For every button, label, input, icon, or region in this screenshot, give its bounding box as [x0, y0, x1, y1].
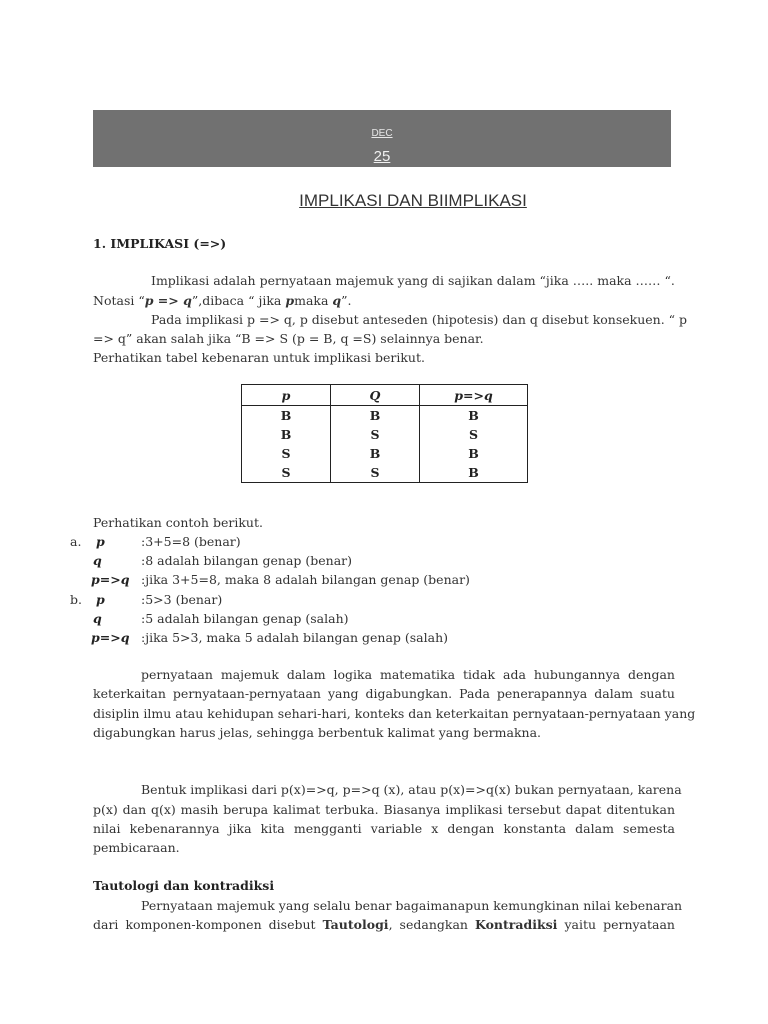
paragraph-anteseden-line1: Pada implikasi p => q, p disebut anteseden (hipotesis) dan q disebut konsekuen. “ p: [151, 312, 688, 327]
example-a-var-p: p: [96, 534, 105, 549]
table-cell: B: [242, 425, 331, 444]
date-day[interactable]: 25: [373, 148, 391, 165]
example-b-var-pq: p=>q: [91, 630, 130, 645]
truth-table-header-pq: p=>q: [420, 385, 528, 406]
example-b-var-p: p: [96, 592, 105, 607]
table-cell: B: [420, 406, 528, 426]
table-row: [242, 444, 528, 463]
notation-text-2: ”,dibaca “ jika: [191, 293, 286, 308]
example-a-def-p: :3+5=8 (benar): [141, 534, 241, 549]
paragraph-bentuk-line2: p(x) dan q(x) masih berupa kalimat terbuka. Biasanya implikasi tersebut dapat ditentukan: [93, 802, 675, 817]
page-title[interactable]: IMPLIKASI DAN BIIMPLIKASI: [299, 191, 527, 210]
paragraph-tautologi-line1: Pernyataan majemuk yang selalu benar bagaimanapun kemungkinan nilai kebenaran: [141, 898, 683, 913]
truth-table-header-q: Q: [331, 385, 420, 406]
truth-table: [241, 384, 528, 483]
table-row: [242, 406, 528, 426]
tautologi-text: dari komponen-komponen disebut: [93, 917, 316, 932]
notation-q: q: [332, 293, 342, 308]
paragraph-bentuk-line4: pembicaraan.: [93, 840, 180, 855]
tautologi-text-2: , sedangkan: [388, 917, 468, 932]
truth-table-header-p: p: [242, 385, 331, 406]
example-a-var-q: q: [93, 553, 102, 568]
paragraph-majemuk-line1: pernyataan majemuk dalam logika matematika tidak ada hubungannya dengan: [141, 667, 675, 682]
section-heading-implikasi: 1. IMPLIKASI (=>): [93, 236, 227, 251]
example-a-var-pq: p=>q: [91, 572, 130, 587]
paragraph-table-intro: Perhatikan tabel kebenaran untuk implikasi berikut.: [93, 350, 425, 365]
table-cell: B: [420, 444, 528, 463]
paragraph-definition-line1: Implikasi adalah pernyataan majemuk yang di sajikan dalam “jika ….. maka …… “.: [151, 273, 675, 288]
example-b-def-pq: :jika 5>3, maka 5 adalah bilangan genap (salah): [141, 630, 449, 645]
paragraph-majemuk-line3: disiplin ilmu atau kehidupan sehari-hari, konteks dan keterkaitan pernyataan-pernyataan yang: [93, 706, 696, 721]
paragraph-bentuk-line1: Bentuk implikasi dari p(x)=>q, p=>q (x), atau p(x)=>q(x) bukan pernyataan, karena: [141, 782, 682, 797]
tautologi-term: Tautologi: [322, 917, 389, 932]
table-row: [242, 425, 528, 444]
date-month[interactable]: DEC: [371, 128, 393, 139]
kontradiksi-term: Kontradiksi: [475, 917, 558, 932]
date-banner: [93, 110, 671, 167]
section-heading-tautologi: Tautologi dan kontradiksi: [93, 878, 275, 893]
table-cell: B: [420, 463, 528, 483]
notation-text: Notasi “: [93, 293, 145, 308]
table-cell: B: [331, 406, 420, 426]
tautologi-text-3: yaitu pernyataan: [564, 917, 675, 932]
notation-text-3: maka: [294, 293, 333, 308]
paragraph-notation-line: [93, 293, 352, 308]
table-cell: S: [331, 463, 420, 483]
notation-formula: p => q: [144, 293, 192, 308]
table-cell: S: [331, 425, 420, 444]
truth-table-header-row: [242, 385, 528, 406]
table-cell: S: [242, 463, 331, 483]
table-cell: B: [331, 444, 420, 463]
notation-text-4: ”.: [341, 293, 352, 308]
notation-p: p: [285, 293, 295, 308]
paragraph-majemuk-line4: digabungkan harus jelas, sehingga berbentuk kalimat yang bermakna.: [93, 725, 541, 740]
table-cell: S: [420, 425, 528, 444]
table-row: [242, 463, 528, 483]
paragraph-tautologi-line2: [93, 917, 675, 932]
example-b-def-p: :5>3 (benar): [141, 592, 223, 607]
table-cell: B: [242, 406, 331, 426]
example-b-label: b.: [70, 592, 82, 607]
paragraph-bentuk-line3: nilai kebenarannya jika kita mengganti variable x dengan konstanta dalam semesta: [93, 821, 675, 836]
example-a-def-q: :8 adalah bilangan genap (benar): [141, 553, 353, 568]
example-a-def-pq: :jika 3+5=8, maka 8 adalah bilangan genap (benar): [141, 572, 470, 587]
example-b-def-q: :5 adalah bilangan genap (salah): [141, 611, 349, 626]
examples-intro: Perhatikan contoh berikut.: [93, 515, 263, 530]
example-b-var-q: q: [93, 611, 102, 626]
paragraph-majemuk-line2: keterkaitan pernyataan-pernyataan yang digabungkan. Pada penerapannya dalam suatu: [93, 686, 675, 701]
table-cell: S: [242, 444, 331, 463]
paragraph-anteseden-line2: => q” akan salah jika “B => S (p = B, q =S) selainnya benar.: [93, 331, 484, 346]
example-a-label: a.: [70, 534, 82, 549]
